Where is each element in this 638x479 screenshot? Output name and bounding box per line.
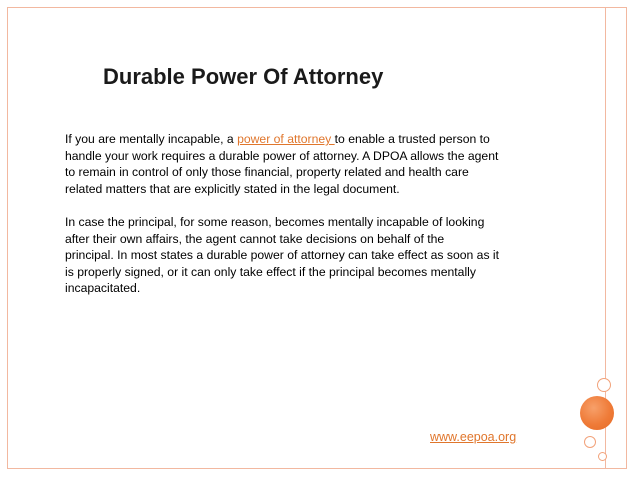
slide-body bbox=[65, 131, 585, 314]
decorative-circle-small-2 bbox=[584, 436, 596, 448]
p1-line1-after: to enable a trusted person to bbox=[334, 132, 490, 146]
paragraph-2 bbox=[65, 214, 585, 297]
p1-line2: handle your work requires a durable power of attorney. A DPOA allows the agent bbox=[65, 148, 499, 163]
decorative-circle-small-3 bbox=[598, 452, 607, 461]
decorative-circle-small-1 bbox=[597, 378, 611, 392]
p2-line2: after their own affairs, the agent cannot take decisions on behalf of the bbox=[65, 231, 445, 246]
p2-line3: principal. In most states a durable power of attorney can take effect as soon as it bbox=[65, 248, 500, 263]
p1-line3: to remain in control of only those financial, property related and health care bbox=[65, 165, 469, 180]
paragraph-1 bbox=[65, 131, 585, 197]
p2-line1: In case the principal, for some reason, becomes mentally incapable of looking bbox=[65, 214, 485, 229]
p2-line4: is properly signed, or it can only take effect if the principal becomes mentally bbox=[65, 264, 476, 279]
p1-line1-before: If you are mentally incapable, a bbox=[65, 132, 238, 146]
footer-website-link[interactable]: www.eepoa.org bbox=[430, 430, 517, 444]
decorative-circle-large bbox=[580, 396, 614, 430]
slide-title: Durable Power Of Attorney bbox=[103, 64, 384, 89]
p2-line5: incapacitated. bbox=[65, 281, 141, 296]
p1-line4: related matters that are explicitly stated in the legal document. bbox=[65, 181, 400, 196]
power-of-attorney-link[interactable]: power of attorney bbox=[237, 132, 335, 146]
